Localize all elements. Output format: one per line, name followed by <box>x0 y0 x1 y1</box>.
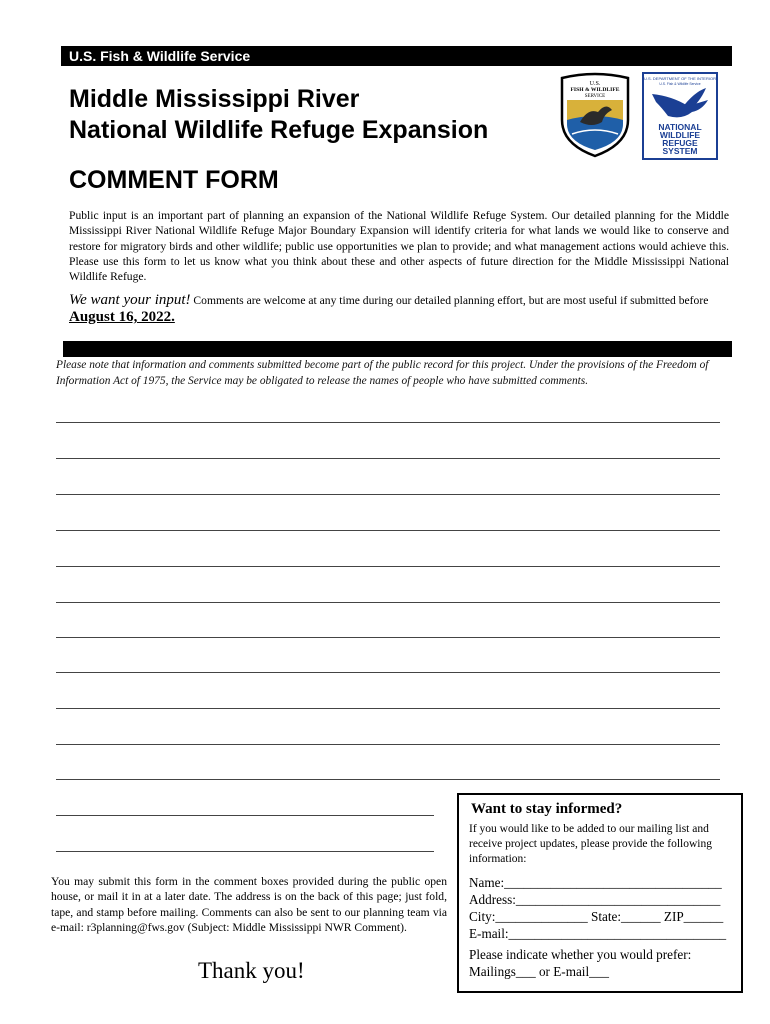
comment-deadline: August 16, 2022. <box>69 309 175 325</box>
comment-line[interactable] <box>56 602 720 603</box>
fws-logo-text-top: U.S. <box>589 81 601 87</box>
submission-instructions: You may submit this form in the comment boxes provided during the public open house, or mail it in at a later date. The address is on the back of this page; just fold, tape, and stamp before mailing. Comments can also be sent to our planning team via e-mail: r3planning@fws.gov (Subject: Middle Mississippi NWR Comment). <box>51 875 447 935</box>
nwrs-logo-line4: SYSTEM <box>662 146 698 156</box>
nwrs-logo-line3: REFUGE <box>662 138 698 148</box>
fws-logo-text-bottom: SERVICE <box>584 94 606 99</box>
comment-line[interactable] <box>56 458 720 459</box>
comment-line[interactable] <box>56 530 720 531</box>
contact-preference[interactable]: Please indicate whether you would prefer: Mailings___ or E-mail___ <box>469 947 692 979</box>
nwrs-logo-sub: U.S. Fish & Wildlife Service <box>659 82 701 86</box>
agency-name: U.S. Fish & Wildlife Service <box>69 48 251 64</box>
fws-logo-text-mid: FISH & WILDLIFE <box>570 87 620 93</box>
comment-line[interactable] <box>56 708 720 709</box>
city-state-zip-field[interactable]: City:______________ State:______ ZIP______ <box>469 909 724 924</box>
comment-line[interactable] <box>56 815 434 816</box>
form-heading: COMMENT FORM <box>69 166 279 194</box>
mailing-list-description: If you would like to be added to our mailing list and receive project updates, please provide the following information: <box>469 823 713 866</box>
nwrs-logo-dept: U.S. DEPARTMENT OF THE INTERIOR <box>644 76 716 81</box>
comment-line[interactable] <box>56 637 720 638</box>
email-field[interactable]: E-mail:_________________________________ <box>469 926 727 941</box>
want-input-lead: We want your input! <box>69 292 191 308</box>
title-line-2: National Wildlife Refuge Expansion <box>69 116 489 144</box>
section-divider-bar <box>63 341 732 357</box>
page-title <box>69 84 539 146</box>
comment-line[interactable] <box>56 744 720 745</box>
comment-line[interactable] <box>56 672 720 673</box>
want-input-paragraph <box>69 292 729 326</box>
address-field[interactable]: Address:_______________________________ <box>469 892 721 907</box>
comment-line[interactable] <box>56 851 434 852</box>
name-field[interactable]: Name:_________________________________ <box>469 875 722 890</box>
comment-line[interactable] <box>56 494 720 495</box>
nwrs-logo-line2: WILDLIFE <box>659 130 701 140</box>
comment-line[interactable] <box>56 566 720 567</box>
title-line-1: Middle Mississippi River <box>69 85 360 113</box>
thank-you-text: Thank you! <box>198 958 305 983</box>
intro-paragraph: Public input is an important part of planning an expansion of the National Wildlife Refuge System. Our detailed planning for the Middle Mississippi River National Wildlife Refuge Major Boundary Expansion will identify criteria for what lands we would like to conserve and restore for migratory birds and other wildlife; public use opportunities we plan to provide; and what management actions would achieve this. Please use this form to let us know what you think about these and other aspects of future direction for the Middle Mississippi National Wildlife Refuge. <box>69 209 729 284</box>
comment-line[interactable] <box>56 422 720 423</box>
mailing-list-box <box>457 793 743 993</box>
nwrs-logo-line1: NATIONAL <box>658 122 702 132</box>
mailing-list-title: Want to stay informed? <box>471 801 623 817</box>
nwrs-blue-goose-logo-icon <box>642 72 718 160</box>
want-input-text: Comments are welcome at any time during our detailed planning effort, but are most useful if submitted before <box>190 294 709 307</box>
fws-shield-logo-icon <box>558 72 632 158</box>
public-record-notice: Please note that information and comments submitted become part of the public record for this project. Under the provisions of the Freedom of Information Act of 1975, the Service may be obligated to release the names of people who have submitted comments. <box>56 359 709 387</box>
comment-line[interactable] <box>56 779 720 780</box>
agency-header-bar <box>61 46 732 66</box>
